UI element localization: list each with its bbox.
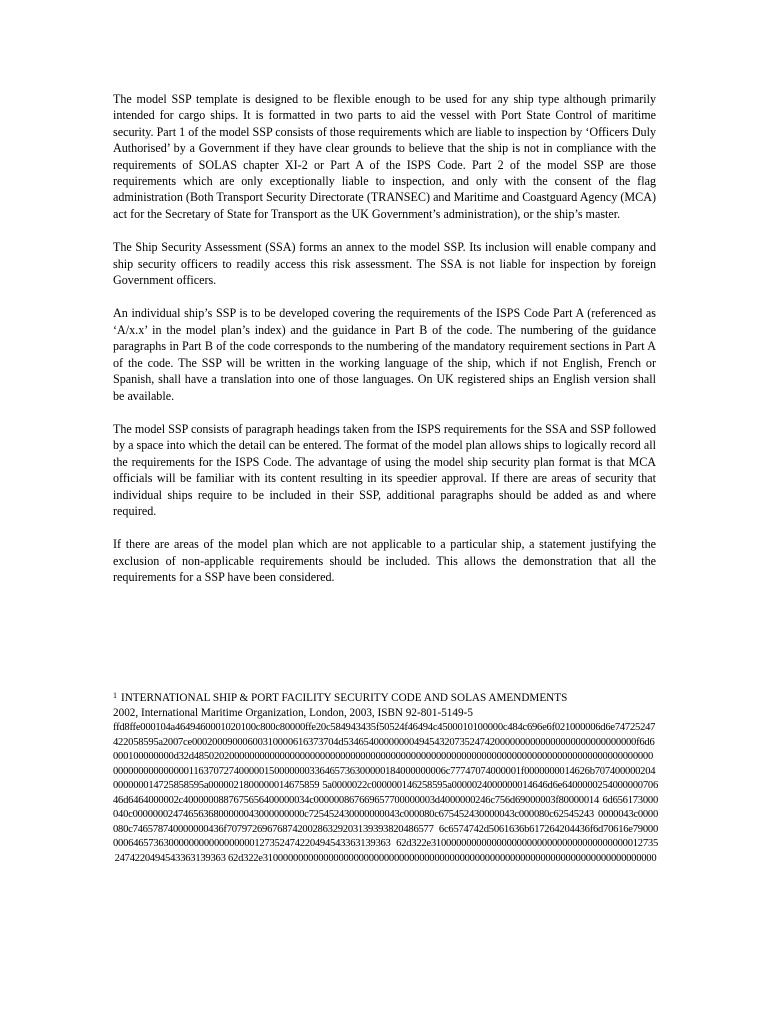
footnote-marker: 1 bbox=[113, 691, 117, 700]
document-body bbox=[113, 91, 656, 603]
paragraph-non-applicable: If there are areas of the model plan which are not applicable to a particular ship, a statement justifying the exclusion of non-applicable requirements should be included. This allows the demonstration that all the requirements for a SSP have been considered. bbox=[113, 537, 656, 585]
paragraph-individual-ssp: An individual ship’s SSP is to be developed covering the requirements of the ISPS Code Part A (referenced as ‘A/x.x’ in the model plan’s index) and the guidance in Part B of the code. The numbering of the guidance paragraphs in Part B of the code corresponds to the numbering of the mandatory requirement sections in Part A of the code. The SSP will be written in the working language of the ship, which if not English, French or Spanish, shall have a translation into one of those languages. On UK registered ships an English version shall be available. bbox=[113, 306, 656, 403]
footnote bbox=[113, 688, 658, 866]
paragraph-model-format: The model SSP consists of paragraph headings taken from the ISPS requirements for the SSA and SSP followed by a space into which the detail can be entered. The format of the model plan allows ships to logically record all the requirements for the ISPS Code. The advantage of using the model ship security plan format is that MCA officials will be familiar with its content resulting in its speedier approval. If there are areas of security that individual ships require to be included in their SSP, additional paragraphs should be added as and where required. bbox=[113, 421, 656, 518]
paragraph-ssa: The Ship Security Assessment (SSA) forms an annex to the model SSP. Its inclusion will enable company and ship security officers to readily access this risk assessment. The SSA is not liable for inspection by foreign Government officers. bbox=[113, 240, 656, 288]
footnote-title-line bbox=[113, 688, 658, 706]
footnote-title: INTERNATIONAL SHIP & PORT FACILITY SECURITY CODE AND SOLAS AMENDMENTS bbox=[121, 692, 568, 704]
paragraph-intro: The model SSP template is designed to be flexible enough to be used for any ship type although primarily intended for cargo ships. It is formatted in two parts to aid the vessel with Port State Control of maritime security. Part 1 of the model SSP consists of those requirements which are liable to inspection by ‘Officers Duly Authorised’ by a Government if they have clear grounds to believe that the ship is not in compliance with the requirements of SOLAS chapter XI-2 or Part A of the ISPS Code. Part 2 of the model SSP are those requirements which are only exceptionally liable to inspection, and only with the consent of the flag administration (Both Transport Security Directorate (TRANSEC) and Maritime and Coastguard Agency (MCA) act for the Secretary of State for Transport as the UK Government’s administration), or the ship’s master. bbox=[113, 92, 656, 221]
footnote-citation: 2002, International Maritime Organization, London, 2003, ISBN 92-801-5149-5 bbox=[113, 707, 473, 719]
footnote-garbled-data: ffd8ffe000104a4649460001020100c800c80000ffe20c584943435f50524f46494c4500010100000c484c696e6f021000006d6e74725247422058595a2007ce00020009000600310000616373704d5346540000000049454320735247420000000000000000000000000000f6d6000100000000d32d4850202000000000000000000000000000000000000000000000000000000000000000000000000000000000000000000000000000116370727400000150000000336465736300000184000000006c77747074000001f0000000014626b707400000204000000014725858595a0000021800000014675859 5a0000022c000000146258595a0000024000000014646d6e640000025400000070646d6464000002c4000000887675656400000034c000000867669657700000003d4000000246c756d69000003f80000014 6d656173000040c0000000247465636800000043000000000c725452430000000043c000080c675452430000043c000080c62545243 0000043c0000080c746578740000000436f70797269676874200286329203139393820486577 6c6574742d5061636b617264204436f6d70616e790000006465736300000000000000000127352474220494543363139363 62d322e3100000000000000000000000000000000000000127352474220494543363139363 62d322e310000000000000000000000000000000000000000000000000000000000000000000000000000 bbox=[113, 722, 658, 864]
